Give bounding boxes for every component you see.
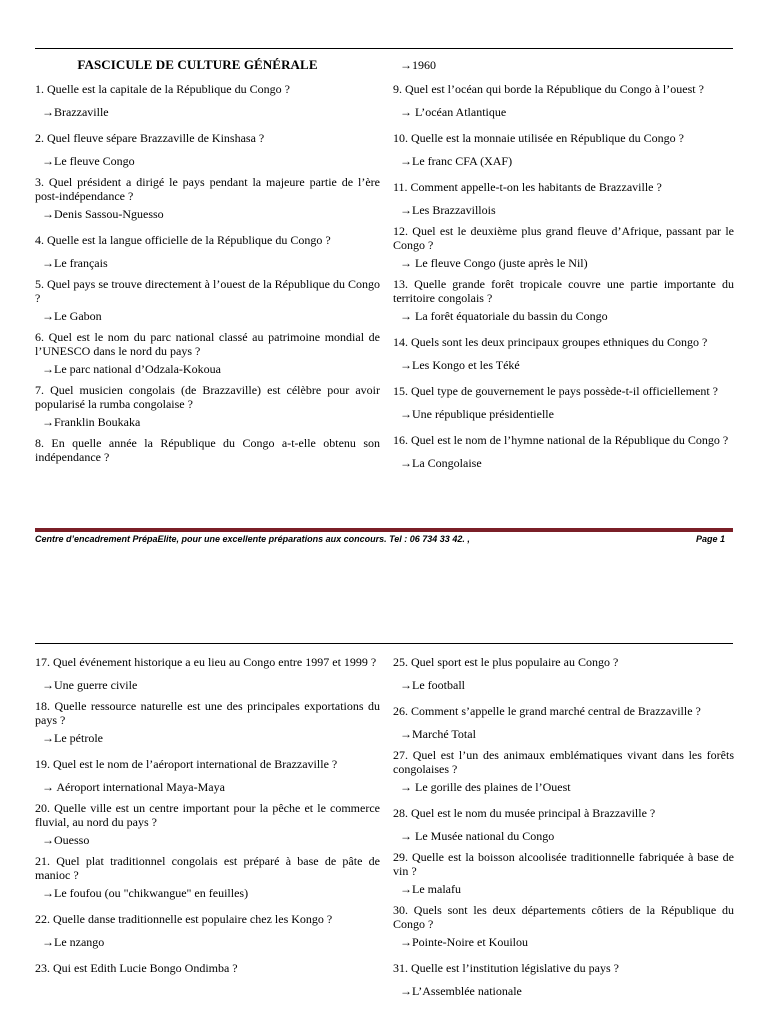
document-page-2: [0, 560, 768, 1024]
question-item: [35, 229, 380, 275]
question-item: [35, 176, 380, 226]
answer-line: → Le gorille des plaines de l’Ouest: [400, 779, 571, 794]
left-column: [35, 651, 380, 983]
question-text: 1. Quelle est la capitale de la République du Congo ?: [35, 81, 290, 96]
qa-list: [35, 651, 380, 980]
question-item: [35, 437, 380, 464]
question-wrap: [35, 176, 380, 203]
question-item: [35, 753, 380, 799]
question-text: 3. Quel président a dirigé le pays pendant la majeure partie de l’ère post-indépendance ?: [35, 175, 380, 203]
question-wrap: [393, 904, 734, 931]
question-item: [393, 278, 734, 328]
question-text: 12. Quel est le deuxième plus grand fleuve d’Afrique, passant par le Congo ?: [393, 224, 734, 252]
answer-line: →Le parc national d’Odzala-Kokoua: [42, 361, 221, 376]
question-text: 31. Quelle est l’institution législative du pays ?: [393, 960, 619, 975]
question-item: [393, 957, 734, 1003]
question-wrap: [393, 957, 734, 980]
answer-line: →Le fleuve Congo: [42, 153, 135, 168]
question-wrap: [393, 749, 734, 776]
question-wrap: [393, 127, 734, 150]
question-item: [35, 127, 380, 173]
question-wrap: [393, 851, 734, 878]
question-wrap: [35, 437, 380, 464]
footer-rule: [35, 528, 733, 532]
question-wrap: [393, 380, 734, 403]
question-wrap: [393, 176, 734, 199]
question-item: [393, 429, 734, 475]
answer-line: →Une guerre civile: [42, 677, 138, 692]
question-text: 10. Quelle est la monnaie utilisée en République du Congo ?: [393, 130, 684, 145]
question-item: [35, 331, 380, 381]
answer-line: →Franklin Boukaka: [42, 414, 141, 429]
question-text: 30. Quels sont les deux départements côtiers de la République du Congo ?: [393, 903, 734, 931]
question-text: 7. Quel musicien congolais (de Brazzaville) est célèbre pour avoir popularisé la rumba congolaise ?: [35, 383, 380, 411]
question-wrap: [35, 651, 380, 674]
question-wrap: [35, 229, 380, 252]
question-wrap: [35, 700, 380, 727]
answer-line: →L’Assemblée nationale: [400, 983, 522, 998]
question-text: 6. Quel est le nom du parc national classé au patrimoine mondial de l’UNESCO dans le nord du pays ?: [35, 330, 380, 358]
answer-line: → Le fleuve Congo (juste après le Nil): [400, 255, 588, 270]
question-item: [393, 851, 734, 901]
answer-line: →Le français: [42, 255, 108, 270]
question-text: 13. Quelle grande forêt tropicale couvre une partie importante du territoire congolais ?: [393, 277, 734, 305]
question-text: 4. Quelle est la langue officielle de la République du Congo ?: [35, 232, 331, 247]
answer-line: →Le Gabon: [42, 308, 102, 323]
question-text: 14. Quels sont les deux principaux groupes ethniques du Congo ?: [393, 334, 708, 349]
answer-line: → L’océan Atlantique: [400, 104, 507, 119]
question-text: 15. Quel type de gouvernement le pays possède-t-il officiellement ?: [393, 383, 719, 398]
footer-note: Centre d’encadrement PrépaElite, pour une excellente préparations aux concours. Tel : 06 734 33 42. ,: [35, 534, 470, 544]
right-column: [393, 651, 734, 1006]
question-text: 19. Quel est le nom de l’aéroport international de Brazzaville ?: [35, 756, 338, 771]
question-text: 29. Quelle est la boisson alcoolisée traditionnelle fabriquée à base de vin ?: [393, 850, 734, 878]
question-text: 22. Quelle danse traditionnelle est populaire chez les Kongo ?: [35, 911, 333, 926]
question-wrap: [35, 802, 380, 829]
question-item: [393, 176, 734, 222]
question-text: 27. Quel est l’un des animaux emblématiques vivant dans les forêts congolaises ?: [393, 748, 734, 776]
question-text: 8. En quelle année la République du Congo a-t-elle obtenu son indépendance ?: [35, 436, 380, 464]
question-wrap: [35, 855, 380, 882]
right-column: [393, 54, 734, 478]
question-wrap: [393, 78, 734, 101]
answer-line: →Une république présidentielle: [400, 406, 554, 421]
question-text: 5. Quel pays se trouve directement à l’ouest de la République du Congo ?: [35, 277, 380, 305]
answer-line: → Aéroport international Maya-Maya: [42, 779, 225, 794]
answer-line: →Les Brazzavillois: [400, 202, 496, 217]
question-wrap: [35, 127, 380, 150]
answer-line: →Le franc CFA (XAF): [400, 153, 513, 168]
question-item: [393, 802, 734, 848]
question-item: [35, 651, 380, 697]
question-item: [393, 225, 734, 275]
question-text: 9. Quel est l’océan qui borde la République du Congo à l’ouest ?: [393, 81, 704, 96]
answer-line: → La forêt équatoriale du bassin du Congo: [400, 308, 608, 323]
answer-line: →Les Kongo et les Téké: [400, 357, 520, 372]
question-item: [35, 957, 380, 980]
question-wrap: [35, 957, 380, 980]
answer-line: →Ouesso: [42, 832, 90, 847]
question-item: [393, 700, 734, 746]
page-number: Page 1: [695, 534, 725, 544]
answer-line: →Le pétrole: [42, 730, 103, 745]
answer-line: →Le malafu: [400, 881, 461, 896]
left-column: [35, 54, 380, 467]
top-rule: [35, 48, 733, 49]
question-wrap: [393, 700, 734, 723]
question-text: 28. Quel est le nom du musée principal à Brazzaville ?: [393, 805, 656, 820]
answer-line: →Le nzango: [42, 934, 105, 949]
answer-line: →Denis Sassou-Nguesso: [42, 206, 164, 221]
question-text: 18. Quelle ressource naturelle est une des principales exportations du pays ?: [35, 699, 380, 727]
answer-line: →Pointe-Noire et Kouilou: [400, 934, 528, 949]
question-text: 17. Quel événement historique a eu lieu au Congo entre 1997 et 1999 ?: [35, 654, 377, 669]
qa-list: [393, 78, 734, 475]
question-item: [393, 749, 734, 799]
question-wrap: [393, 651, 734, 674]
question-item: [35, 908, 380, 954]
answer-line: →1960: [400, 58, 436, 73]
question-text: 20. Quelle ville est un centre important pour la pêche et le commerce fluvial, au nord du pays ?: [35, 801, 380, 829]
question-wrap: [35, 278, 380, 305]
page-footer: [35, 534, 733, 544]
question-wrap: [35, 753, 380, 776]
question-wrap: [393, 225, 734, 252]
question-text: 25. Quel sport est le plus populaire au Congo ?: [393, 654, 619, 669]
question-text: 11. Comment appelle-t-on les habitants de Brazzaville ?: [393, 179, 662, 194]
question-text: 23. Qui est Edith Lucie Bongo Ondimba ?: [35, 960, 238, 975]
answer-line: →La Congolaise: [400, 455, 482, 470]
qa-list: [35, 78, 380, 464]
question-wrap: [35, 384, 380, 411]
question-item: [393, 380, 734, 426]
question-item: [393, 904, 734, 954]
question-text: 16. Quel est le nom de l’hymne national de la République du Congo ?: [393, 432, 729, 447]
question-wrap: [393, 331, 734, 354]
answer-line: → Le Musée national du Congo: [400, 828, 555, 843]
question-wrap: [35, 78, 380, 101]
question-item: [35, 78, 380, 124]
answer-line: →Le foufou (ou "chikwangue" en feuilles): [42, 885, 249, 900]
question-item: [393, 651, 734, 697]
qa-list: [393, 651, 734, 1003]
question-wrap: [393, 278, 734, 305]
answer-line: →Marché Total: [400, 726, 476, 741]
question-item: [35, 802, 380, 852]
question-wrap: [35, 331, 380, 358]
answer-line: →Le football: [400, 677, 465, 692]
question-item: [35, 855, 380, 905]
question-wrap: [393, 802, 734, 825]
question-item: [393, 127, 734, 173]
question-wrap: [393, 429, 734, 452]
question-item: [35, 384, 380, 434]
question-item: [393, 78, 734, 124]
question-text: 2. Quel fleuve sépare Brazzaville de Kinshasa ?: [35, 130, 265, 145]
question-text: 21. Quel plat traditionnel congolais est préparé à base de pâte de manioc ?: [35, 854, 380, 882]
question-item: [35, 700, 380, 750]
top-rule: [35, 643, 733, 644]
question-wrap: [35, 908, 380, 931]
question-item: [393, 331, 734, 377]
page-title: FASCICULE DE CULTURE GÉNÉRALE: [77, 57, 318, 72]
question-item: [35, 278, 380, 328]
answer-line: →Brazzaville: [42, 104, 109, 119]
question-text: 26. Comment s’appelle le grand marché central de Brazzaville ?: [393, 703, 701, 718]
